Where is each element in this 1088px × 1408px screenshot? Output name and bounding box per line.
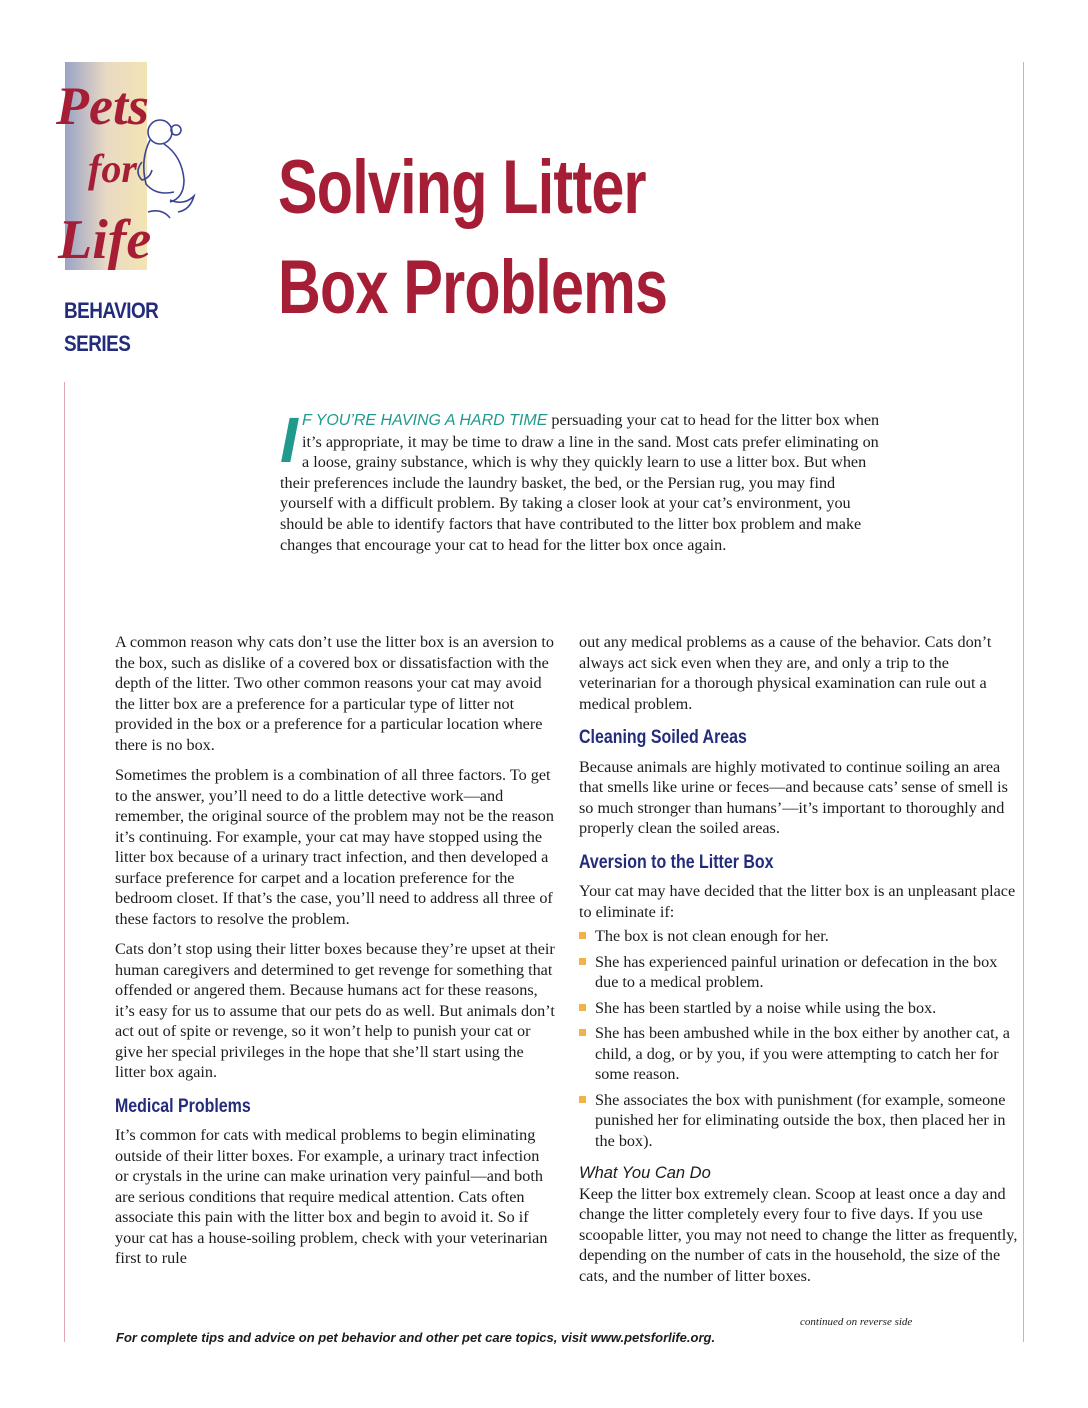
logo-word-life: Life — [58, 209, 152, 271]
left-margin-rule — [64, 382, 65, 1342]
bullet-square-icon — [579, 932, 586, 939]
list-item: She has been ambushed while in the box either by another cat, a child, a dog, or by you, if you were attempting to catch her for some reason. — [579, 1023, 1019, 1085]
section-heading-medical: Medical Problems — [115, 1095, 251, 1117]
bullet-square-icon — [579, 1029, 586, 1036]
bullet-square-icon — [579, 1096, 586, 1103]
subheading-what-you-can-do: What You Can Do — [579, 1164, 711, 1182]
series-line-2: SERIES — [64, 331, 131, 356]
body-paragraph: It’s common for cats with medical problems to begin eliminating outside of their litter boxes. For example, a urinary tract infection or crystals in the urine can make urination very painful—and both are serious conditions that require medical attention. Cats often associate this pain with the litter box and begin to avoid it. So if your cat has a house-soiling problem, check with your veterinarian first to rule — [115, 1126, 548, 1267]
body-paragraph: A common reason why cats don’t use the litter box is an aversion to the box, such as dislike of a covered box or dissatisfaction with the depth of the litter. Two other common reasons your cat may avoid the litter box are a preference for a particular type of litter not provided in the box or a preference for a particular location where there is no box. — [115, 633, 554, 754]
body-paragraph: Keep the litter box extremely clean. Scoop at least once a day and change the litter completely every four to five days. If you use scoopable litter, you may not need to change the litter as frequently, depending on the number of cats in the household, the size of the cats, and the number of litter boxes. — [579, 1184, 1018, 1285]
list-item: She has been startled by a noise while using the box. — [579, 998, 1019, 1019]
list-item: She has experienced painful urination or defecation in the box due to a medical problem. — [579, 952, 1019, 993]
footer-text: For complete tips and advice on pet behavior and other pet care topics, visit www.petsforlife.org. — [116, 1330, 716, 1345]
continued-note: continued on reverse side — [800, 1316, 913, 1328]
list-item: She associates the box with punishment (for example, someone punished her for eliminating outside the box, then placed her in the box). — [579, 1090, 1019, 1152]
body-paragraph: Because animals are highly motivated to continue soiling an area that smells like urine or feces—and because cats’ sense of smell is so much stronger than humans’—it’s important to thoroughly and properly clean the soiled areas. — [579, 757, 1008, 837]
list-item: The box is not clean enough for her. — [579, 926, 1019, 947]
section-heading-cleaning: Cleaning Soiled Areas — [579, 727, 747, 748]
body-paragraph: Your cat may have decided that the litter box is an unpleasant place to eliminate if: — [579, 882, 1016, 921]
bullet-square-icon — [579, 958, 586, 965]
aversion-list — [579, 926, 1019, 1151]
body-paragraph: Cats don’t stop using their litter boxes because they’re upset at their human caregivers and determined to get revenge for something that offended or angered them. Because humans act for these reasons, it’s easy for us to assume that our pets do as well. But animals don’t act out of spite or revenge, so it won’t help to punish your cat or give her special privileges in the hope that she’ll start using the litter box again. — [115, 940, 555, 1081]
intro-lead: F YOU’RE HAVING A HARD TIME — [302, 412, 548, 429]
logo-word-pets: Pets — [56, 76, 149, 136]
logo-word-for: for — [88, 146, 137, 191]
drop-cap: I — [280, 404, 298, 476]
bullet-square-icon — [579, 1004, 586, 1011]
intro-body: persuading your cat to head for the litter box when it’s appropriate, it may be time to draw a line in the sand. Most cats prefer eliminating on a loose, grainy substance, which is why they quickly learn to use a litter box. But when their preferences include the laundry basket, the bed, or the Persian rug, you may find yourself with a difficult problem. By taking a closer look at your cat’s environment, you should be able to identify factors that have contributed to the litter box problem and make changes that encourage your cat to head for the litter box once again. — [280, 411, 880, 554]
left-column — [115, 632, 555, 1279]
intro-paragraph — [280, 404, 880, 555]
body-paragraph: out any medical problems as a cause of the behavior. Cats don’t always act sick even when they are, and only a trip to the veterinarian for a thorough physical examination can rule out a medical problem. — [579, 633, 992, 713]
section-heading-aversion: Aversion to the Litter Box — [579, 851, 774, 873]
title-line-1: Solving Litter — [278, 145, 646, 230]
series-line-1: BEHAVIOR — [64, 298, 159, 323]
title-line-2: Box Problems — [278, 245, 668, 330]
right-column — [579, 632, 1019, 1296]
body-paragraph: Sometimes the problem is a combination of all three factors. To get to the answer, you’ll need to do a little detective work—and remember, the original source of the problem may not be the reason it’s continuing. For example, your cat may have stopped using the litter box because of a urinary tract infection, and then developed a surface preference for carpet and a location preference for the bedroom closet. If that’s the case, you’ll need to address all three of these factors to resolve the problem. — [115, 766, 554, 928]
pets-for-life-logo — [52, 62, 212, 274]
series-label — [64, 294, 158, 360]
right-margin-rule — [1023, 62, 1024, 1342]
page-title — [278, 138, 667, 338]
